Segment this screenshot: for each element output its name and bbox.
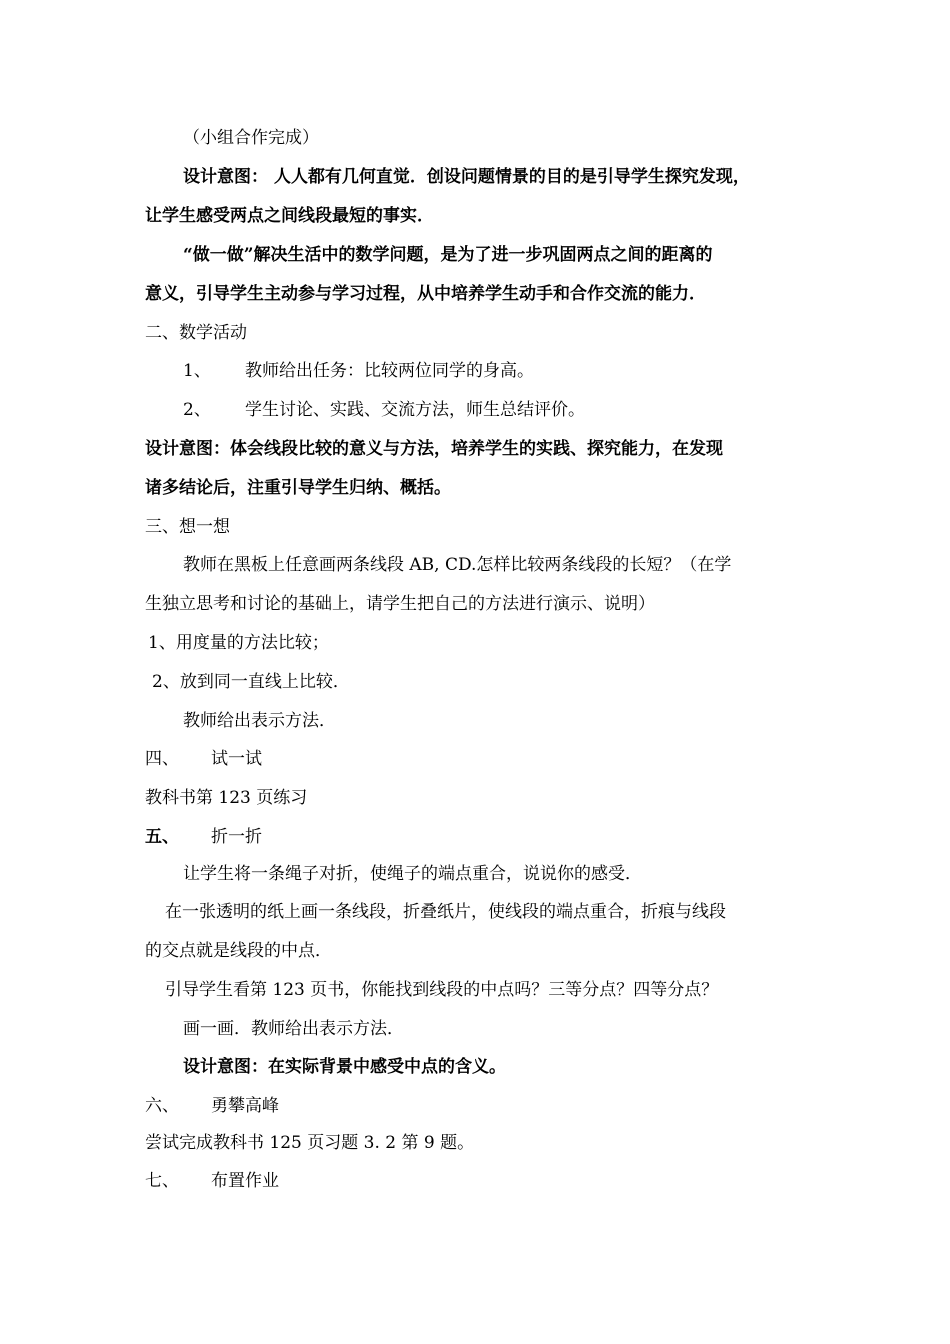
section-heading-7-number: 七、 xyxy=(145,1171,179,1191)
teacher-notation-line: 教师给出表示方法． xyxy=(183,711,336,731)
challenge-exercise-line: 尝试完成教科书 125 页习题 3. 2 第 9 题。 xyxy=(145,1133,475,1153)
fold-paragraph-2-line-2: 的交点就是线段的中点． xyxy=(145,941,332,961)
think-paragraph-line-1: 教师在黑板上任意画两条线段 AB, CD.怎样比较两条线段的长短？（在学 xyxy=(183,555,732,575)
section-heading-5-title: 折一折 xyxy=(211,827,262,847)
fold-paragraph-2-line-1: 在一张透明的纸上画一条线段，折叠纸片，使线段的端点重合，折痕与线段 xyxy=(165,902,726,922)
design-intent-2-line-1: 设计意图：体会线段比较的意义与方法，培养学生的实践、探究能力，在发现 xyxy=(145,439,723,459)
design-intent-2-line-2: 诸多结论后，注重引导学生归纳、概括。 xyxy=(145,478,451,498)
think-paragraph-line-2: 生独立思考和讨论的基础上，请学生把自己的方法进行演示、说明） xyxy=(145,594,655,614)
section-heading-7-title: 布置作业 xyxy=(211,1171,279,1191)
draw-line: 画一画．教师给出表示方法． xyxy=(183,1019,404,1039)
activity-item-1-text: 教师给出任务：比较两位同学的身高。 xyxy=(245,361,534,381)
section-heading-6-title: 勇攀高峰 xyxy=(211,1096,279,1116)
paragraph-group-work: （小组合作完成） xyxy=(183,128,319,148)
section-heading-6-number: 六、 xyxy=(145,1096,179,1116)
textbook-exercise-line: 教科书第 123 页练习 xyxy=(145,788,308,808)
fold-paragraph-1: 让学生将一条绳子对折，使绳子的端点重合，说说你的感受． xyxy=(183,864,642,884)
section-heading-3: 三、想一想 xyxy=(145,517,230,537)
method-item-1: 1、用度量的方法比较； xyxy=(148,633,329,653)
section-heading-5-number: 五、 xyxy=(145,827,179,847)
activity-item-2-text: 学生讨论、实践、交流方法，师生总结评价。 xyxy=(245,400,585,420)
activity-item-2-number: 2、 xyxy=(183,400,211,420)
activity-item-1-number: 1、 xyxy=(183,361,211,381)
method-item-2: 2、放到同一直线上比较． xyxy=(152,672,350,692)
do-it-paragraph-line-1: “做一做”解决生活中的数学问题，是为了进一步巩固两点之间的距离的 xyxy=(183,245,713,265)
section-heading-4-title: 试一试 xyxy=(211,749,262,769)
design-intent-1-line-2: 让学生感受两点之间线段最短的事实． xyxy=(145,206,434,226)
design-intent-1-line-1: 设计意图： 人人都有几何直觉．创设问题情景的目的是引导学生探究发现， xyxy=(183,167,750,187)
section-heading-2: 二、数学活动 xyxy=(145,323,247,343)
section-heading-4-number: 四、 xyxy=(145,749,179,769)
do-it-paragraph-line-2: 意义，引导学生主动参与学习过程，从中培养学生动手和合作交流的能力． xyxy=(145,284,706,304)
design-intent-3: 设计意图：在实际背景中感受中点的含义。 xyxy=(183,1057,506,1077)
guide-students-line: 引导学生看第 123 页书，你能找到线段的中点吗？三等分点？四等分点？ xyxy=(165,980,719,1000)
